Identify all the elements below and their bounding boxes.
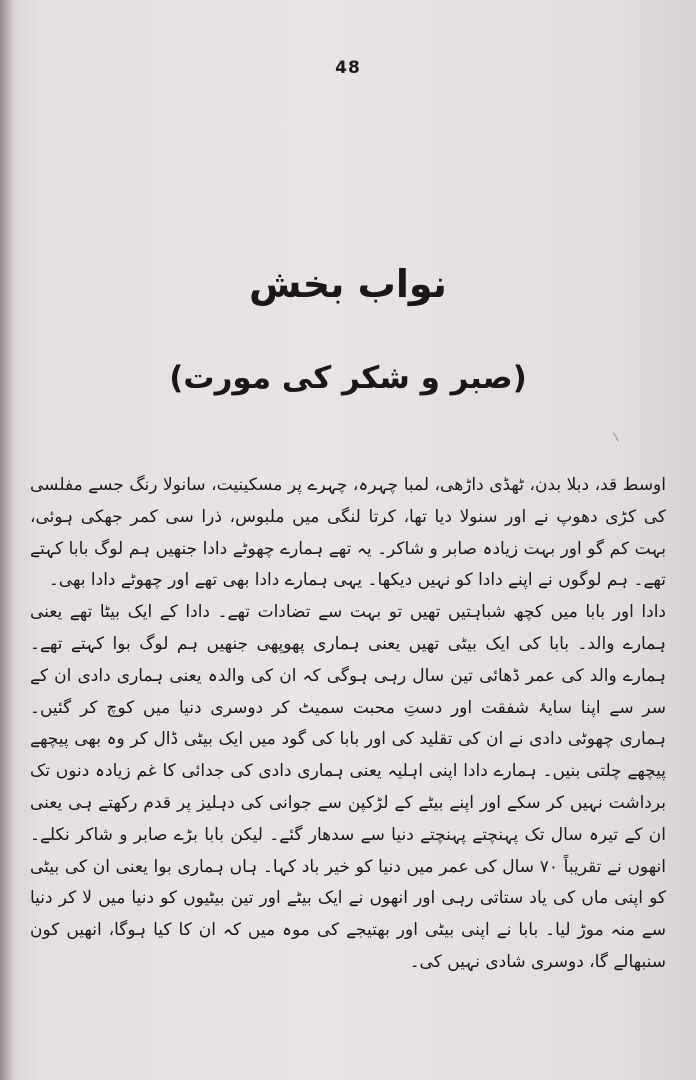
- paragraph-2: دادا اور بابا میں کچھ شباہتیں تھیں تو بہت سے تضادات تھے۔ دادا کے ایک بیٹا تھے یعنی ہمارے والد۔ بابا کی ایک بیٹی تھیں یعنی ہماری پھوپھی جنھیں ہم لوگ بوا کہتے تھے۔ ہمارے والد کی عمر ڈھائی تین سال رہی ہوگی کہ ان کی والدہ یعنی ہماری دادی ان کے سر سے اپنا سایۂ شفقت اور دستِ محبت سمیٹ کر دوسری دنیا میں کوچ کر گئیں۔ ہماری چھوٹی دادی نے ان کی تقلید کی اور بابا کی گود میں ایک بیٹی ڈال کر وہ بھی پیچھے پیچھے چلتی بنیں۔ ہمارے دادا اپنی اہلیہ یعنی ہماری دادی کی جدائی کا غم زیادہ دنوں تک برداشت نہیں کر سکے اور اپنے بیٹے کے لڑکپن سے جوانی کی دہلیز پر قدم رکھتے ہی یعنی ان کے تیرہ سال تک پہنچتے پہنچتے دنیا سے سدھار گئے۔ لیکن بابا بڑے صابر و شاکر نکلے۔ انھوں نے تقریباً ۷۰ سال کی عمر میں دنیا کو خیر باد کہا۔ ہاں ہماری بوا یعنی ان کی بیٹی کو اپنی ماں کی یاد ستاتی رہی اور انھوں نے ایک بیٹے اور تین بیٹیوں کو دنیا میں لا کر دنیا سے منہ موڑ لیا۔ بابا نے اپنی بیٹی اور بھتیجے کی موہ میں کہ ان کا کیا ہوگا، انھیں کون سنبھالے گا، دوسری شادی نہیں کی۔: [30, 602, 667, 972]
- chapter-subtitle: (صبر و شکر کی مورت): [169, 360, 527, 396]
- body-text: [30, 470, 666, 979]
- chapter-title: نواب بخش: [249, 262, 447, 306]
- page-number: 48: [335, 58, 361, 78]
- page-spine-shadow: [0, 0, 14, 1080]
- paragraph-1: اوسط قد، دبلا بدن، ٹھڈی داڑھی، لمبا چہرہ، چہرے پر مسکینیت، سانولا رنگ جسے مفلسی کی کڑی دھوپ نے اور سنولا دیا تھا، کرتا لنگی میں ملبوس، ذرا سی کمر جھکی ہوئی، بہت کم گو اور بہت زیادہ صابر و شاکر۔ یہ تھے ہمارے چھوٹے دادا جنھیں ہم لوگ بابا کہتے تھے۔ ہم لوگوں نے اپنے دادا کو نہیں دیکھا۔ یہی ہمارے دادا بھی تھے اور چھوٹے دادا بھی۔: [30, 475, 666, 591]
- pencil-mark: [606, 432, 619, 445]
